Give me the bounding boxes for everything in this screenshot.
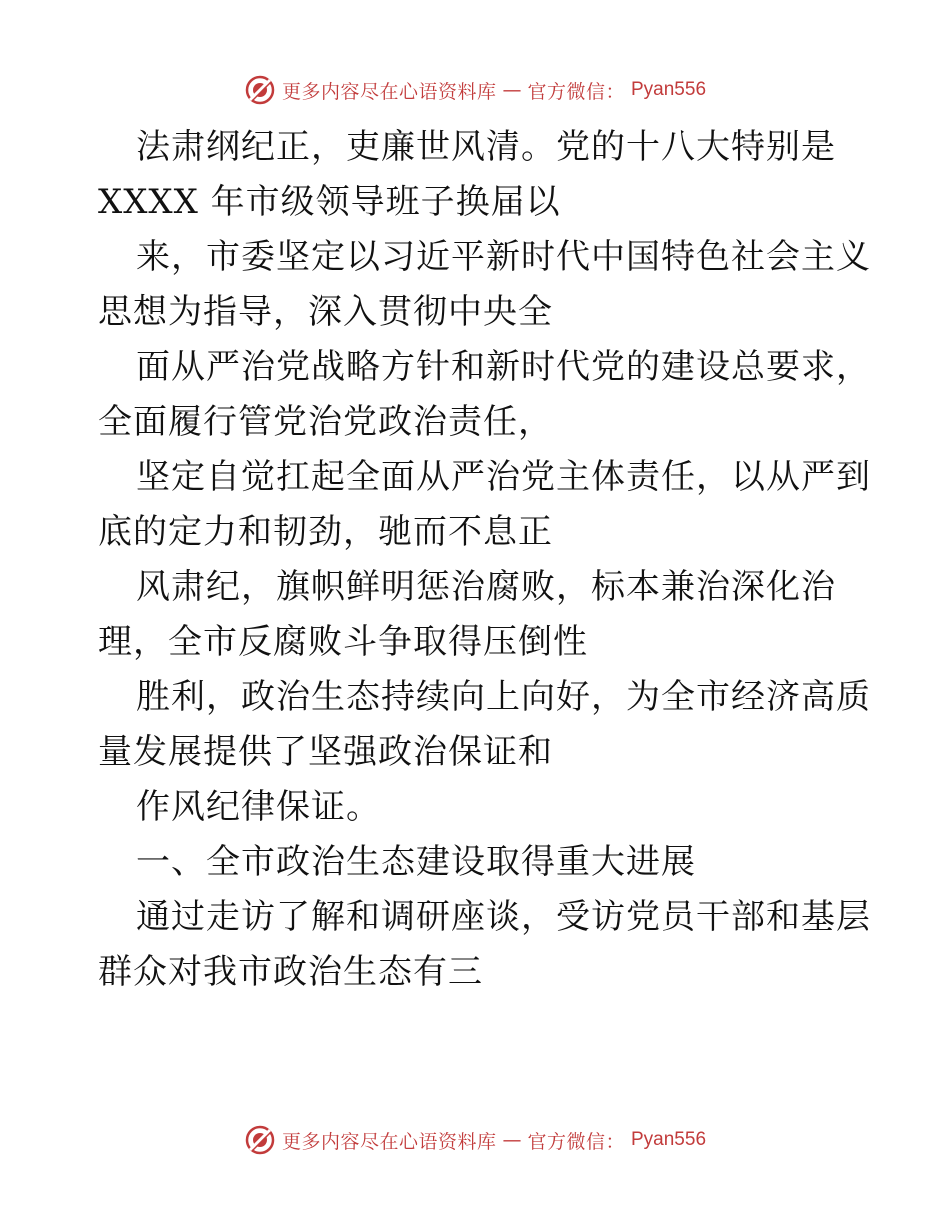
banner-title: 更多内容尽在心语资料库 bbox=[281, 80, 497, 103]
banner-title: 更多内容尽在心语资料库 bbox=[281, 1130, 497, 1153]
paragraph-line: 理，全市反腐败斗争取得压倒性 bbox=[98, 622, 588, 662]
paragraph-line: 底的定力和韧劲，驰而不息正 bbox=[98, 512, 553, 552]
paragraph-line: 来，市委坚定以习近平新时代中国特色社会主义 bbox=[136, 237, 871, 277]
document-body bbox=[98, 120, 871, 1000]
seal-logo-icon bbox=[244, 1124, 276, 1156]
paragraph-line: 全面履行管党治党政治责任， bbox=[98, 402, 553, 442]
banner-wechat-id: Pyan556 bbox=[631, 1129, 707, 1150]
seal-logo-icon bbox=[244, 74, 276, 106]
footer-banner bbox=[0, 1120, 950, 1160]
paragraph-line: 坚定自觉扛起全面从严治党主体责任，以从严到 bbox=[136, 457, 871, 497]
banner-wechat-label: 官方微信： bbox=[527, 1130, 625, 1153]
paragraph-line: XXXX 年市级领导班子换届以 bbox=[98, 182, 561, 222]
header-banner bbox=[0, 70, 950, 110]
paragraph-line: 群众对我市政治生态有三 bbox=[98, 952, 483, 992]
paragraph-line: 量发展提供了坚强政治保证和 bbox=[98, 732, 553, 772]
banner-wechat-label: 官方微信： bbox=[527, 80, 625, 103]
banner-separator: — bbox=[502, 79, 522, 101]
section-heading: 一、全市政治生态建设取得重大进展 bbox=[136, 842, 696, 882]
paragraph-line: 风肃纪，旗帜鲜明惩治腐败，标本兼治深化治 bbox=[136, 567, 836, 607]
paragraph-line: 通过走访了解和调研座谈，受访党员干部和基层 bbox=[136, 897, 871, 937]
paragraph-line: 作风纪律保证。 bbox=[136, 787, 381, 827]
banner-separator: — bbox=[502, 1129, 522, 1151]
paragraph-line: 面从严治党战略方针和新时代党的建设总要求， bbox=[136, 347, 871, 387]
banner-wechat-id: Pyan556 bbox=[631, 79, 707, 100]
paragraph-line: 思想为指导，深入贯彻中央全 bbox=[98, 292, 553, 332]
paragraph-line: 法肃纲纪正，吏廉世风清。党的十八大特别是 bbox=[136, 127, 836, 167]
paragraph-line: 胜利，政治生态持续向上向好，为全市经济高质 bbox=[136, 677, 871, 717]
